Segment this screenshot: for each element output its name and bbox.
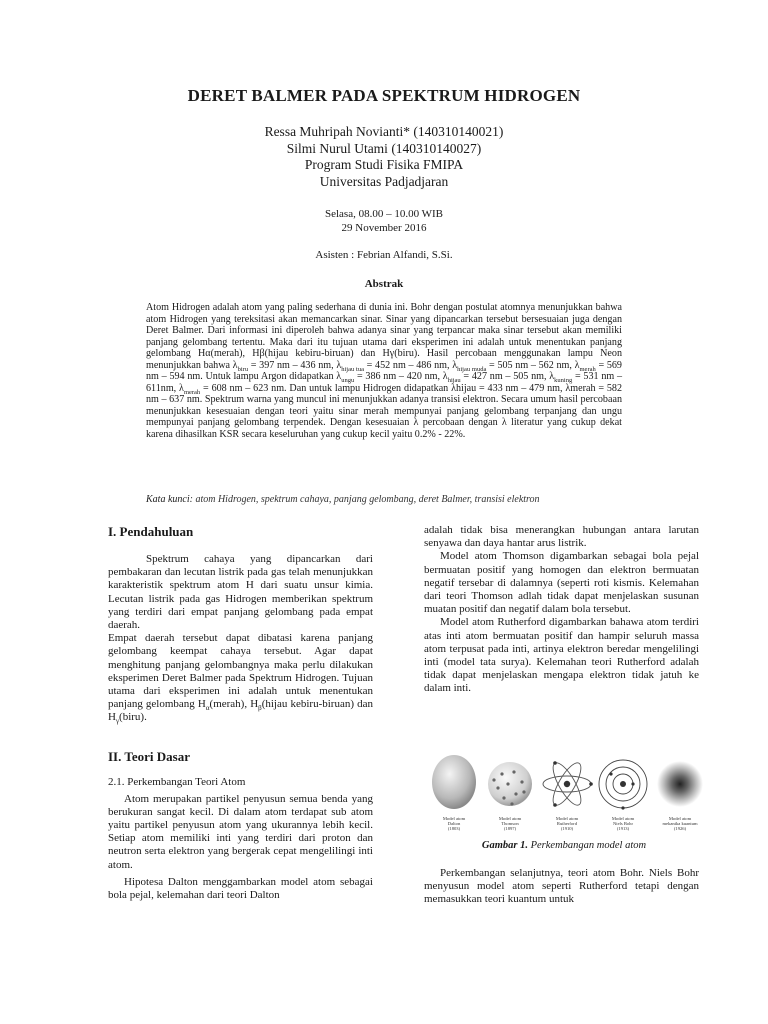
paragraph: Model atom Rutherford digambarkan bahawa atom terdiri atas inti atom bermuatan positif dan hampir seluruh massa atom terpusat pada inti, artinya elektron beredar mengelilingi inti (model tata surya). Kelemahan teori Rutherford adalah tidak dapat menjelaskan mengapa elektron tidak jatuh ke dalam inti.: [424, 616, 699, 695]
abstract-heading: Abstrak: [364, 278, 404, 290]
paragraph: adalah tidak bisa menerangkan hubungan antara larutan senyawa dan daya hantar arus listrik.: [424, 524, 699, 550]
paragraph: [108, 632, 373, 724]
thomson-model-icon: [488, 762, 532, 806]
abstract-text: = 386 nm – 420 nm, λ: [354, 371, 448, 382]
abstract-sub: merah: [579, 365, 596, 373]
figure-labels: [443, 816, 698, 831]
figure-label: (1926): [673, 826, 687, 831]
assistant-name: Asisten : Febrian Alfandi, S.Si.: [315, 249, 453, 261]
abstract-body: [146, 302, 622, 440]
figure-label: (1910): [560, 826, 574, 831]
paragraph: Spektrum cahaya yang dipancarkan dari pembakaran dan lecutan listrik pada gas telah menunjukkan karakteristik spektrum atom H dari suatu unsur kimia. Lecutan listrik pada gas Hidrogen memberikan spektrum yang terdiri dari empat panjang gelombang pada empat daerah.: [108, 553, 373, 632]
paragraph-text: (merah), H: [209, 698, 259, 711]
figure-label: (1897): [503, 826, 517, 831]
figure-label: Model atom: [555, 816, 579, 821]
abstract-text: = 569 nm – 594 nm. Untuk lampu Argon didapatkan λ: [146, 359, 622, 382]
abstract-text: = 397 nm – 436 nm, λ: [248, 359, 342, 371]
abstract-text: = 427 nm – 505 nm, λ: [460, 371, 555, 382]
author-2: Silmi Nurul Utami (140310140027): [286, 140, 482, 156]
paragraph: Hipotesa Dalton menggambarkan model atom sebagai bola pejal, kelemahan dari teori Dalton: [108, 875, 373, 902]
session-date: 29 November 2016: [341, 222, 427, 234]
paragraph: Perkembangan selanjutnya, teori atom Bohr. Niels Bohr menyusun model atom seperti Rutherford tetapi dengan memasukkan teori kuantum untuk: [424, 867, 699, 906]
abstract-sub: hijau muda: [457, 365, 487, 373]
figure-label: Model atom: [498, 816, 522, 821]
program-name: Program Studi Fisika FMIPA: [304, 157, 464, 172]
paragraph-text: Empat daerah tersebut dapat dibatasi karena panjang gelombang keempat cahaya tersebut. Agar dapat menghitung panjang gelombangnya maka perlu dilakukan eksperimen Deret Balmer pada Spektrum Hidrogen. Tujuan utama dari eksperimen ini adalah untuk menentukan panjang gelombang H: [108, 632, 373, 711]
figure-label: mekanika kuantum: [662, 821, 698, 826]
subscript: γ: [115, 717, 120, 726]
abstract-text: = 531 nm – 611nm, λ: [146, 371, 623, 394]
abstract-text: Atom Hidrogen adalah atom yang paling sederhana di dunia ini. Bohr dengan postulat atomnya menunjukkan bahwa atom Hidrogen yang tereksitasi akan memancarkan sinar. Sinar yang dipancarkan tersebut bersesuaian juga dengan Deret Balmer. Dari informasi ini diperoleh bahwa adanya sinar yang terpancar maka sinar tersebut akan memiliki panjang gelombang tertentu. Maka dari itu tujuan utama dari eksperimen ini adalah untuk menentukan panjang gelombang Hα(merah), Hβ(hijau kebiru-biruan) dan Hγ(biru). Hasil percobaan menggunakan lampu Neon menunjukkan bahwa λ: [146, 302, 622, 371]
session-time: Selasa, 08.00 – 10.00 WIB: [324, 208, 444, 220]
abstract-sub: ungu: [341, 377, 355, 385]
abstract-sub: hijau tua: [341, 365, 364, 373]
section-heading-pendahuluan: I. Pendahuluan: [108, 524, 194, 539]
abstract-sub: biru: [237, 365, 249, 373]
figure-label: Model atom: [442, 816, 466, 821]
figure-label: (1803): [447, 826, 461, 831]
section-heading-teori-dasar: II. Teori Dasar: [108, 748, 190, 764]
left-column: [108, 524, 373, 902]
atom-models-figure: [424, 752, 704, 834]
figure-label: Thomson: [501, 821, 519, 826]
paragraph-text: (biru).: [119, 711, 147, 724]
right-column: [424, 524, 699, 696]
subsection-heading: 2.1. Perkembangan Teori Atom: [108, 775, 246, 788]
author-block: [0, 124, 768, 190]
abstract-sub: kuning: [554, 377, 573, 385]
abstract-sub: merah: [183, 388, 201, 396]
paragraph: Atom merupakan partikel penyusun semua benda yang berukuran sangat kecil. Di dalam atom terdapat sub atom yaitu partikel penyusun atom yang ukurannya lebih kecil. Setiap atom memiliki inti yang terdiri dari proton dan neutron serta elektron yang bergerak cepat mengelilingi inti atom.: [108, 792, 373, 871]
subscript: α: [205, 704, 210, 713]
figure-caption: [424, 840, 704, 851]
figure-label: Niels Bohr: [612, 821, 634, 826]
keywords: [146, 494, 626, 505]
figure-label: Rutherford: [556, 821, 578, 826]
keywords-label: Kata kunci: [146, 494, 190, 505]
university-name: Universitas Padjadjaran: [319, 173, 449, 189]
abstract-text: = 505 nm – 562 nm, λ: [486, 359, 580, 371]
atom-models-illustration: [424, 752, 704, 834]
subscript: β: [258, 704, 262, 713]
figure-label: (1913): [616, 826, 630, 831]
abstract-text: = 452 nm – 486 nm, λ: [363, 359, 458, 371]
right-column-bottom: [424, 867, 699, 907]
figure-caption-text: Perkembangan model atom: [527, 840, 647, 851]
figure-label: Model atom: [668, 816, 692, 821]
abstract-text: = 608 nm – 623 nm. Dan untuk lampu Hidrogen didapatkan λhijau = 433 nm – 479 nm, λmerah = 582 nm – 637 nm. Spektrum warna yang muncul ini menunjukkan adanya transisi elektron. Secara umum hasil percobaan menunjukkan kesesuaian dengan teori yaitu sinar merah mempunyai panjang gelombang terpanjang dan ungu mempunyai panjang gelombang terpendek. Dengan kesesuaian λ percobaan dengan λ literatur yang cukup dekat karena dihasilkan KSR secara keseluruhan yang cukup kecil yaitu 0.2% - 22%.: [146, 382, 623, 440]
bohr-model-icon: [599, 760, 647, 810]
quantum-model-icon: [657, 761, 703, 807]
dalton-model-icon: [432, 755, 476, 809]
keywords-text: : atom Hidrogen, spektrum cahaya, panjang gelombang, deret Balmer, transisi elektron: [189, 494, 540, 505]
author-1: Ressa Muhripah Novianti* (140310140021): [264, 124, 504, 139]
abstract-sub: hijau: [447, 377, 461, 385]
figure-label: Model atom: [611, 816, 635, 821]
session-info: [0, 207, 768, 235]
figure-caption-label: Gambar 1.: [481, 840, 528, 851]
figure-label: Dalton: [447, 821, 461, 826]
paragraph: Model atom Thomson digambarkan sebagai bola pejal bermuatan positif yang homogen dan elektron bermuatan negatif tersebar di dalamnya (seperti roti kismis. Kelemahan dari teori Thomson adlah tidak dapat menjelaskan susunan muatan positif dan negatif dalam bola tersebut.: [424, 550, 699, 616]
paragraph-text: (hijau kebiru-biruan) dan H: [108, 698, 373, 724]
rutherford-model-icon: [543, 759, 593, 809]
paper-title: DERET BALMER PADA SPEKTRUM HIDROGEN: [187, 86, 581, 105]
